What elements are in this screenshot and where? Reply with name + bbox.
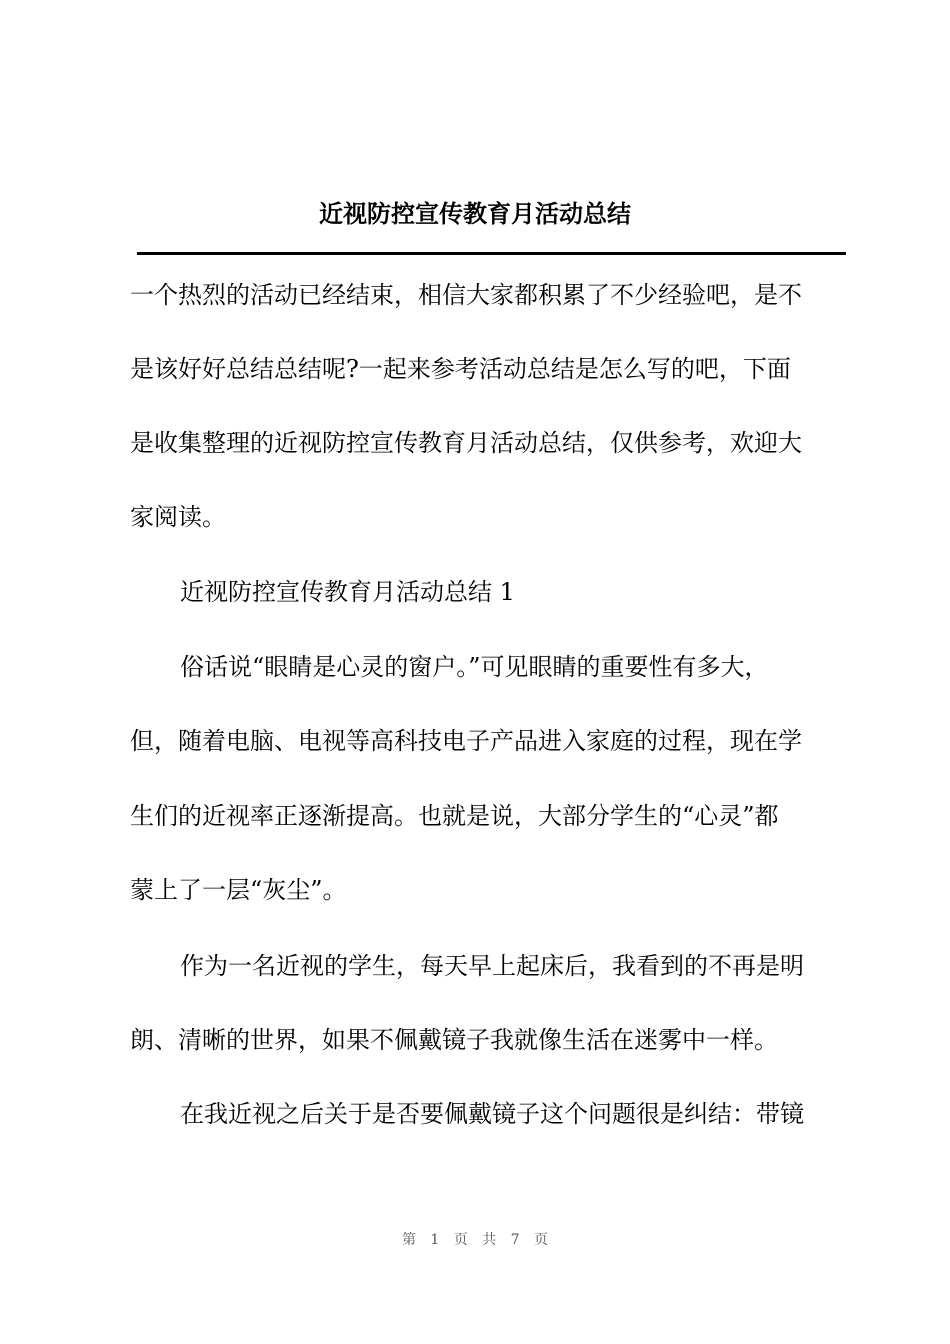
body-line: 作为一名近视的学生，每天早上起床后，我看到的不再是明 [180,952,804,980]
body-line: 是该好好总结总结呢?一起来参考活动总结是怎么写的吧，下面 [130,355,791,383]
body-line: 朗、清晰的世界，如果不佩戴镜子我就像生活在迷雾中一样。 [130,1026,778,1054]
body-line: 蒙上了一层“灰尘”。 [130,876,347,904]
page-footer: 第 1 页 共 7 页 [401,1232,549,1248]
body-line: 在我近视之后关于是否要佩戴镜子这个问题很是纠结：带镜 [180,1100,804,1128]
body-line: 但，随着电脑、电视等高科技电子产品进入家庭的过程，现在学 [130,727,802,755]
body-line: 俗话说“眼睛是心灵的窗户。”可见眼睛的重要性有多大， [180,653,769,681]
section-heading: 近视防控宣传教育月活动总结 1 [180,578,515,606]
document-title: 近视防控宣传教育月活动总结 [319,199,631,228]
body-line: 是收集整理的近视防控宣传教育月活动总结，仅供参考，欢迎大 [130,429,802,457]
body-line: 生们的近视率正逐渐提高。也就是说，大部分学生的“心灵”都 [130,802,779,830]
body-line: 一个热烈的活动已经结束，相信大家都积累了不少经验吧，是不 [130,281,802,309]
body-line: 家阅读。 [130,503,226,531]
title-underline [137,252,846,255]
